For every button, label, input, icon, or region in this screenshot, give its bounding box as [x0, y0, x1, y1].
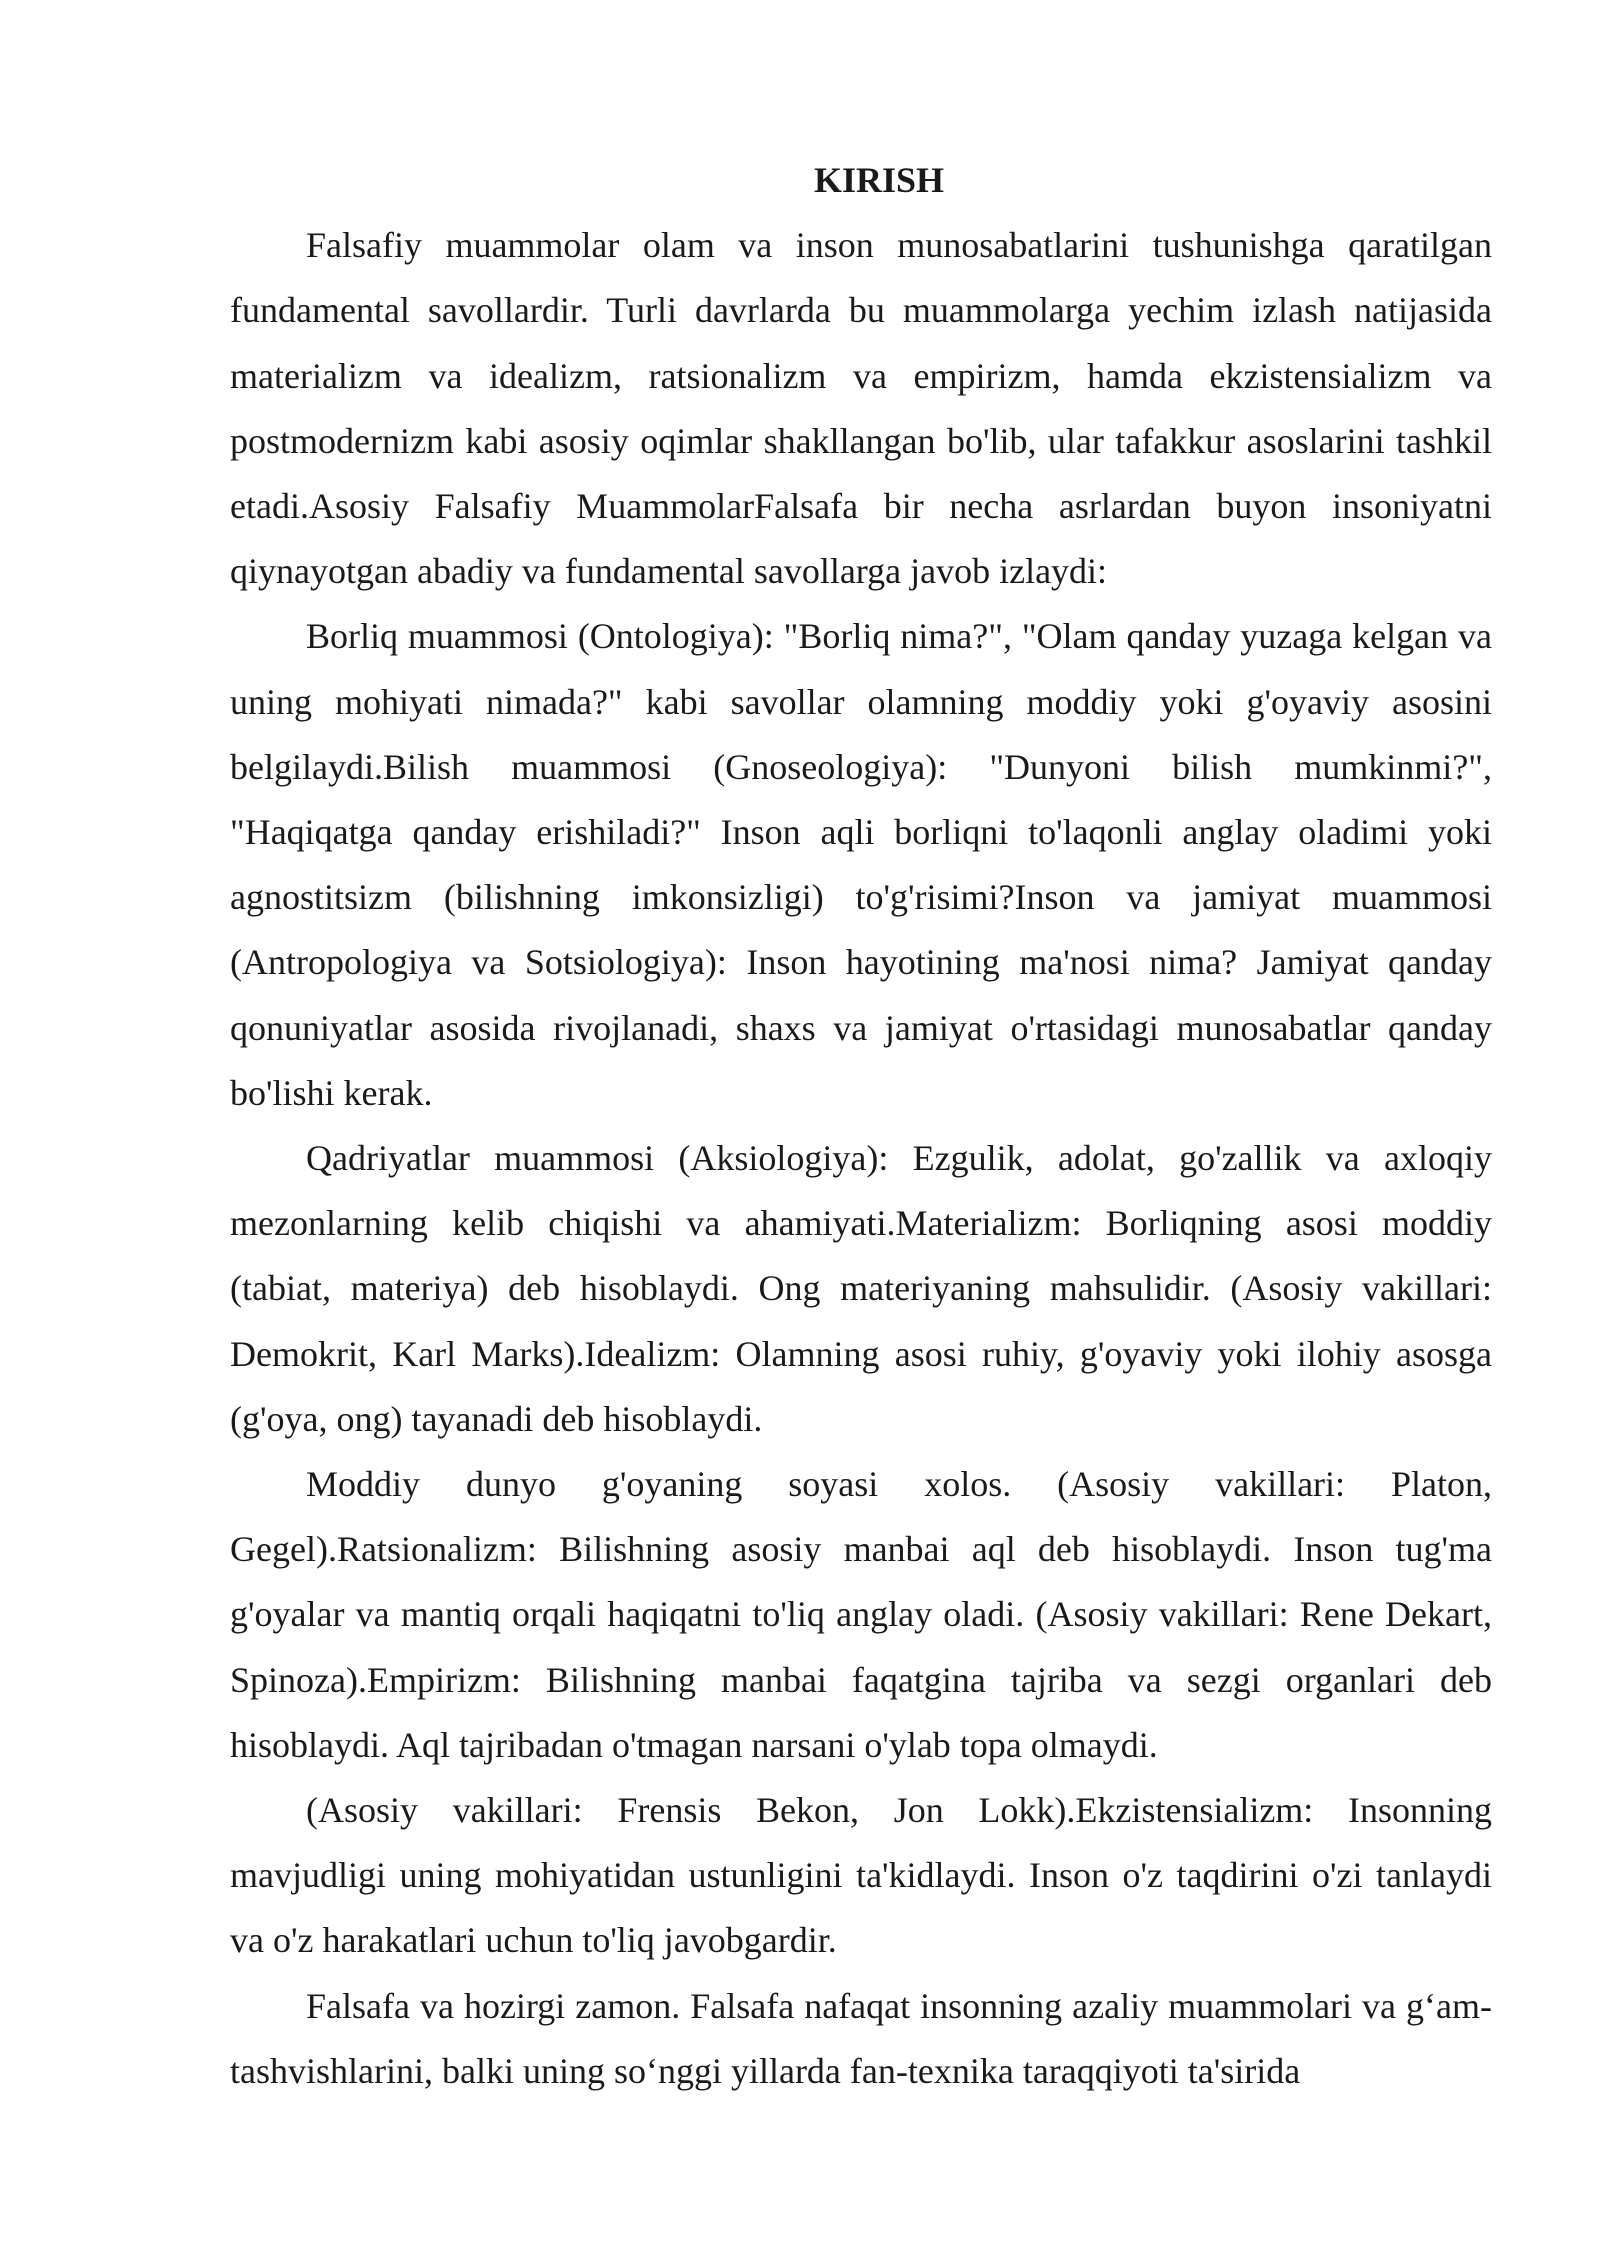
paragraph-axiology: Qadriyatlar muammosi (Aksiologiya): Ezgulik, adolat, go'zallik va axloqiy mezonlarning kelib chiqishi va ahamiyati.Materializm: Borliqning asosi moddiy (tabiat, materiya) deb hisoblaydi. Ong materiyaning mahsulidir. (Asosiy vakillari: Demokrit, Karl Marks).Idealizm: Olamning asosi ruhiy, g'oyaviy yoki ilohiy asosga (g'oya, ong) tayanadi deb hisoblaydi.	[230, 1138, 1492, 1439]
paragraph-modern-philosophy: Falsafa va hozirgi zamon. Falsafa nafaqat insonning azaliy muammolari va g‘am-tashvishlarini, balki uning so‘nggi yillarda fan-texnika taraqqiyoti ta'sirida	[230, 1985, 1492, 2091]
paragraph-rationalism: Moddiy dunyo g'oyaning soyasi xolos. (Asosiy vakillari: Platon, Gegel).Ratsionalizm: Bilishning asosiy manbai aql deb hisoblaydi. Inson tug'ma g'oyalar va mantiq orqali haqiqatni to'liq anglay oladi. (Asosiy vakillari: Rene Dekart, Spinoza).Empirizm: Bilishning manbai faqatgina tajriba va sezgi organlari deb hisoblaydi. Aql tajribadan o'tmagan narsani o'ylab topa olmaydi.	[230, 1464, 1492, 1765]
paragraph-intro: Falsafiy muammolar olam va inson munosabatlarini tushunishga qaratilgan fundamental savollardir. Turli davrlarda bu muammolarga yechim izlash natijasida materializm va idealizm, ratsionalizm va empirizm, hamda ekzistensializm va postmodernizm kabi asosiy oqimlar shakllangan bo'lib, ular tafakkur asoslarini tashkil etadi.Asosiy Falsafiy MuammolarFalsafa bir necha asrlardan buyon insoniyatni qiynayotgan abadiy va fundamental savollarga javob izlaydi:	[230, 225, 1492, 592]
page-title: KIRISH	[813, 160, 945, 200]
page-content	[230, 148, 1492, 2104]
paragraph-ontology: Borliq muammosi (Ontologiya): "Borliq nima?", "Olam qanday yuzaga kelgan va uning mohiyati nimada?" kabi savollar olamning moddiy yoki g'oyaviy asosini belgilaydi.Bilish muammosi (Gnoseologiya): "Dunyoni bilish mumkinmi?", "Haqiqatga qanday erishiladi?" Inson aqli borliqni to'laqonli anglay oladimi yoki agnostitsizm (bilishning imkonsizligi) to'g'risimi?Inson va jamiyat muammosi (Antropologiya va Sotsiologiya): Inson hayotining ma'nosi nima? Jamiyat qanday qonuniyatlar asosida rivojlanadi, shaxs va jamiyat o'rtasidagi munosabatlar qanday bo'lishi kerak.	[230, 616, 1492, 1113]
paragraph-existentialism: (Asosiy vakillari: Frensis Bekon, Jon Lokk).Ekzistensializm: Insonning mavjudligi uning mohiyatidan ustunligini ta'kidlaydi. Inson o'z taqdirini o'zi tanlaydi va o'z harakatlari uchun to'liq javobgardir.	[230, 1790, 1492, 1961]
